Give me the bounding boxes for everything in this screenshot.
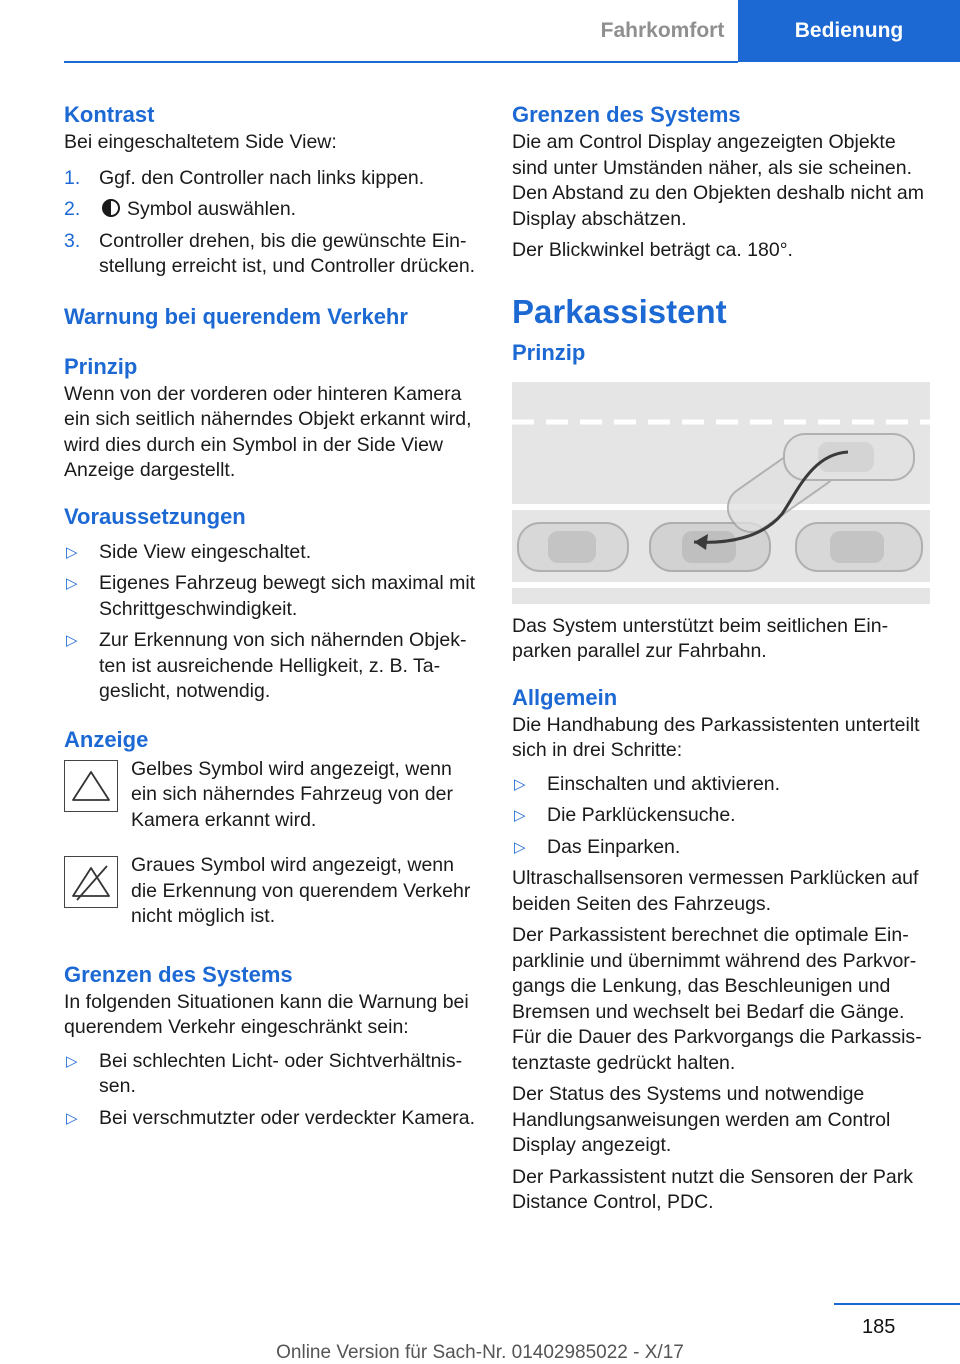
grenzen-right-p2: Der Blickwinkel beträgt ca. 180°. xyxy=(512,239,793,261)
parkassistent-heading: Parkassistent xyxy=(512,292,727,330)
grenzen-left-heading: Grenzen des Systems xyxy=(64,961,293,987)
triangle-bullet-icon: ▷ xyxy=(514,775,526,793)
step-number: 3. xyxy=(64,229,81,252)
allgemein-p4: Der Parkassistent nutzt die Sensoren der Park Distance Control, PDC. xyxy=(512,1165,914,1213)
triangle-bullet-icon: ▷ xyxy=(514,807,526,824)
header-rule xyxy=(64,61,738,63)
allgemein-p1: Ultraschallsensoren vermessen Parklücken auf beiden Seiten des Fahrzeugs. xyxy=(512,867,919,915)
kontrast-steps xyxy=(64,166,478,280)
allgemein-p3: Der Status des Systems und notwendige Handlungsanweisungen werden am Control Display angezeigt. xyxy=(512,1083,891,1156)
list-item: ▷ Die Parklückensuche. xyxy=(512,803,930,829)
header-tab-bedienung: Bedienung xyxy=(738,0,960,62)
allgemein-steps-list xyxy=(512,772,930,861)
triangle-bullet-icon: ▷ xyxy=(66,575,78,592)
triangle-bullet-icon: ▷ xyxy=(66,632,78,649)
online-version-note: Online Version für Sach-Nr. 01402985022 - X/17 xyxy=(276,1342,684,1363)
step-number: 2. xyxy=(64,198,81,220)
footer-rule xyxy=(834,1303,960,1305)
grey-symbol-row xyxy=(64,853,478,930)
left-column xyxy=(64,100,478,1131)
step-number: 1. xyxy=(64,166,81,189)
kontrast-step-3 xyxy=(64,229,478,280)
allgemein-p2: Der Parkassistent berechnet die optimale Einparklinie und übernimmt während des Parkvorgangs die Lenkung, das Beschleunigen und Bremsen und wechselt bei Bedarf die Gänge. Für die Dauer des Parkvorgangs die Parkassistenztaste gedrückt halten. xyxy=(512,924,922,1074)
grenzen-left-list xyxy=(64,1049,478,1132)
warnung-heading: Warnung bei querendem Verkehr xyxy=(64,303,408,329)
step-text: Controller drehen, bis die gewünschte Einstellung erreicht ist, und Controller drücken. xyxy=(99,229,476,277)
kontrast-heading: Kontrast xyxy=(64,102,155,127)
parked-car-front xyxy=(796,523,922,571)
prinzip-right-heading: Prinzip xyxy=(512,339,586,365)
list-item: ▷ Side View eingeschaltet. xyxy=(64,540,478,566)
yellow-symbol-text: Gelbes Symbol wird angezeigt, wenn ein sich näherndes Fahrzeug von der Kamera erkannt wird. xyxy=(131,757,453,831)
prinzip-heading: Prinzip xyxy=(64,353,138,379)
warning-triangle-crossed-icon xyxy=(64,856,118,908)
step-text: Symbol auswählen. xyxy=(127,198,297,220)
parking-diagram xyxy=(512,382,930,604)
triangle-bullet-icon: ▷ xyxy=(66,1109,78,1127)
kontrast-intro: Bei eingeschaltetem Side View: xyxy=(64,131,337,153)
triangle-bullet-icon: ▷ xyxy=(66,543,78,561)
prinzip-caption: Das System unterstützt beim seitlichen Einparken parallel zur Fahrbahn. xyxy=(512,614,889,662)
parked-car-rear xyxy=(518,523,628,571)
page-number: 185 xyxy=(862,1316,896,1338)
grenzen-right-p1: Die am Control Display angezeigten Objekte sind unter Umständen näher, als sie scheinen. Den Abstand zu den Objekten deshalb nicht am Display abschätzen. xyxy=(512,131,924,230)
kontrast-step-2 xyxy=(64,197,478,223)
anzeige-heading: Anzeige xyxy=(64,726,149,752)
voraussetzungen-list xyxy=(64,540,478,705)
kontrast-step-1 xyxy=(64,166,478,192)
list-item: ▷ Das Einparken. xyxy=(512,835,930,861)
step-text: Ggf. den Controller nach links kippen. xyxy=(99,166,425,189)
list-item: ▷ Einschalten und aktivieren. xyxy=(512,772,930,798)
allgemein-heading: Allgemein xyxy=(512,684,618,710)
grenzen-right-heading: Grenzen des Systems xyxy=(512,102,741,127)
triangle-bullet-icon: ▷ xyxy=(66,1052,78,1070)
allgemein-intro: Die Handhabung des Parkassistenten unterteilt sich in drei Schritte: xyxy=(512,713,920,761)
parking-illustration xyxy=(512,382,930,604)
yellow-symbol-row xyxy=(64,757,478,834)
warning-triangle-icon xyxy=(64,760,118,812)
header-tab-fahrkomfort: Fahrkomfort xyxy=(600,19,725,42)
list-item: ▷ Eigenes Fahrzeug bewegt sich maximal mit Schrittgeschwindigkeit. xyxy=(66,572,476,620)
list-item: ▷ Zur Erkennung von sich nähernden Objekten ist ausreichende Helligkeit, z. B. Tageslicht, notwendig. xyxy=(66,629,467,702)
triangle-bullet-icon: ▷ xyxy=(514,838,526,856)
list-item: ▷ Bei schlechten Licht- oder Sichtverhältnissen. xyxy=(66,1049,463,1097)
right-column xyxy=(512,100,930,1216)
list-item: ▷ Bei verschmutzter oder verdeckter Kamera. xyxy=(64,1106,478,1132)
voraussetzungen-heading: Voraussetzungen xyxy=(64,503,246,529)
contrast-icon xyxy=(101,198,121,218)
grey-symbol-text: Graues Symbol wird angezeigt, wenn die Erkennung von querendem Verkehr nicht möglich ist. xyxy=(131,854,471,927)
grenzen-left-intro: In folgenden Situationen kann die Warnung bei querendem Verkehr eingeschränkt sein: xyxy=(64,990,469,1038)
prinzip-text: Wenn von der vorderen oder hinteren Kamera ein sich seitlich näherndes Objekt erkannt wird, wird dies durch ein Symbol in der Side View Anzeige dargestellt. xyxy=(64,382,472,481)
